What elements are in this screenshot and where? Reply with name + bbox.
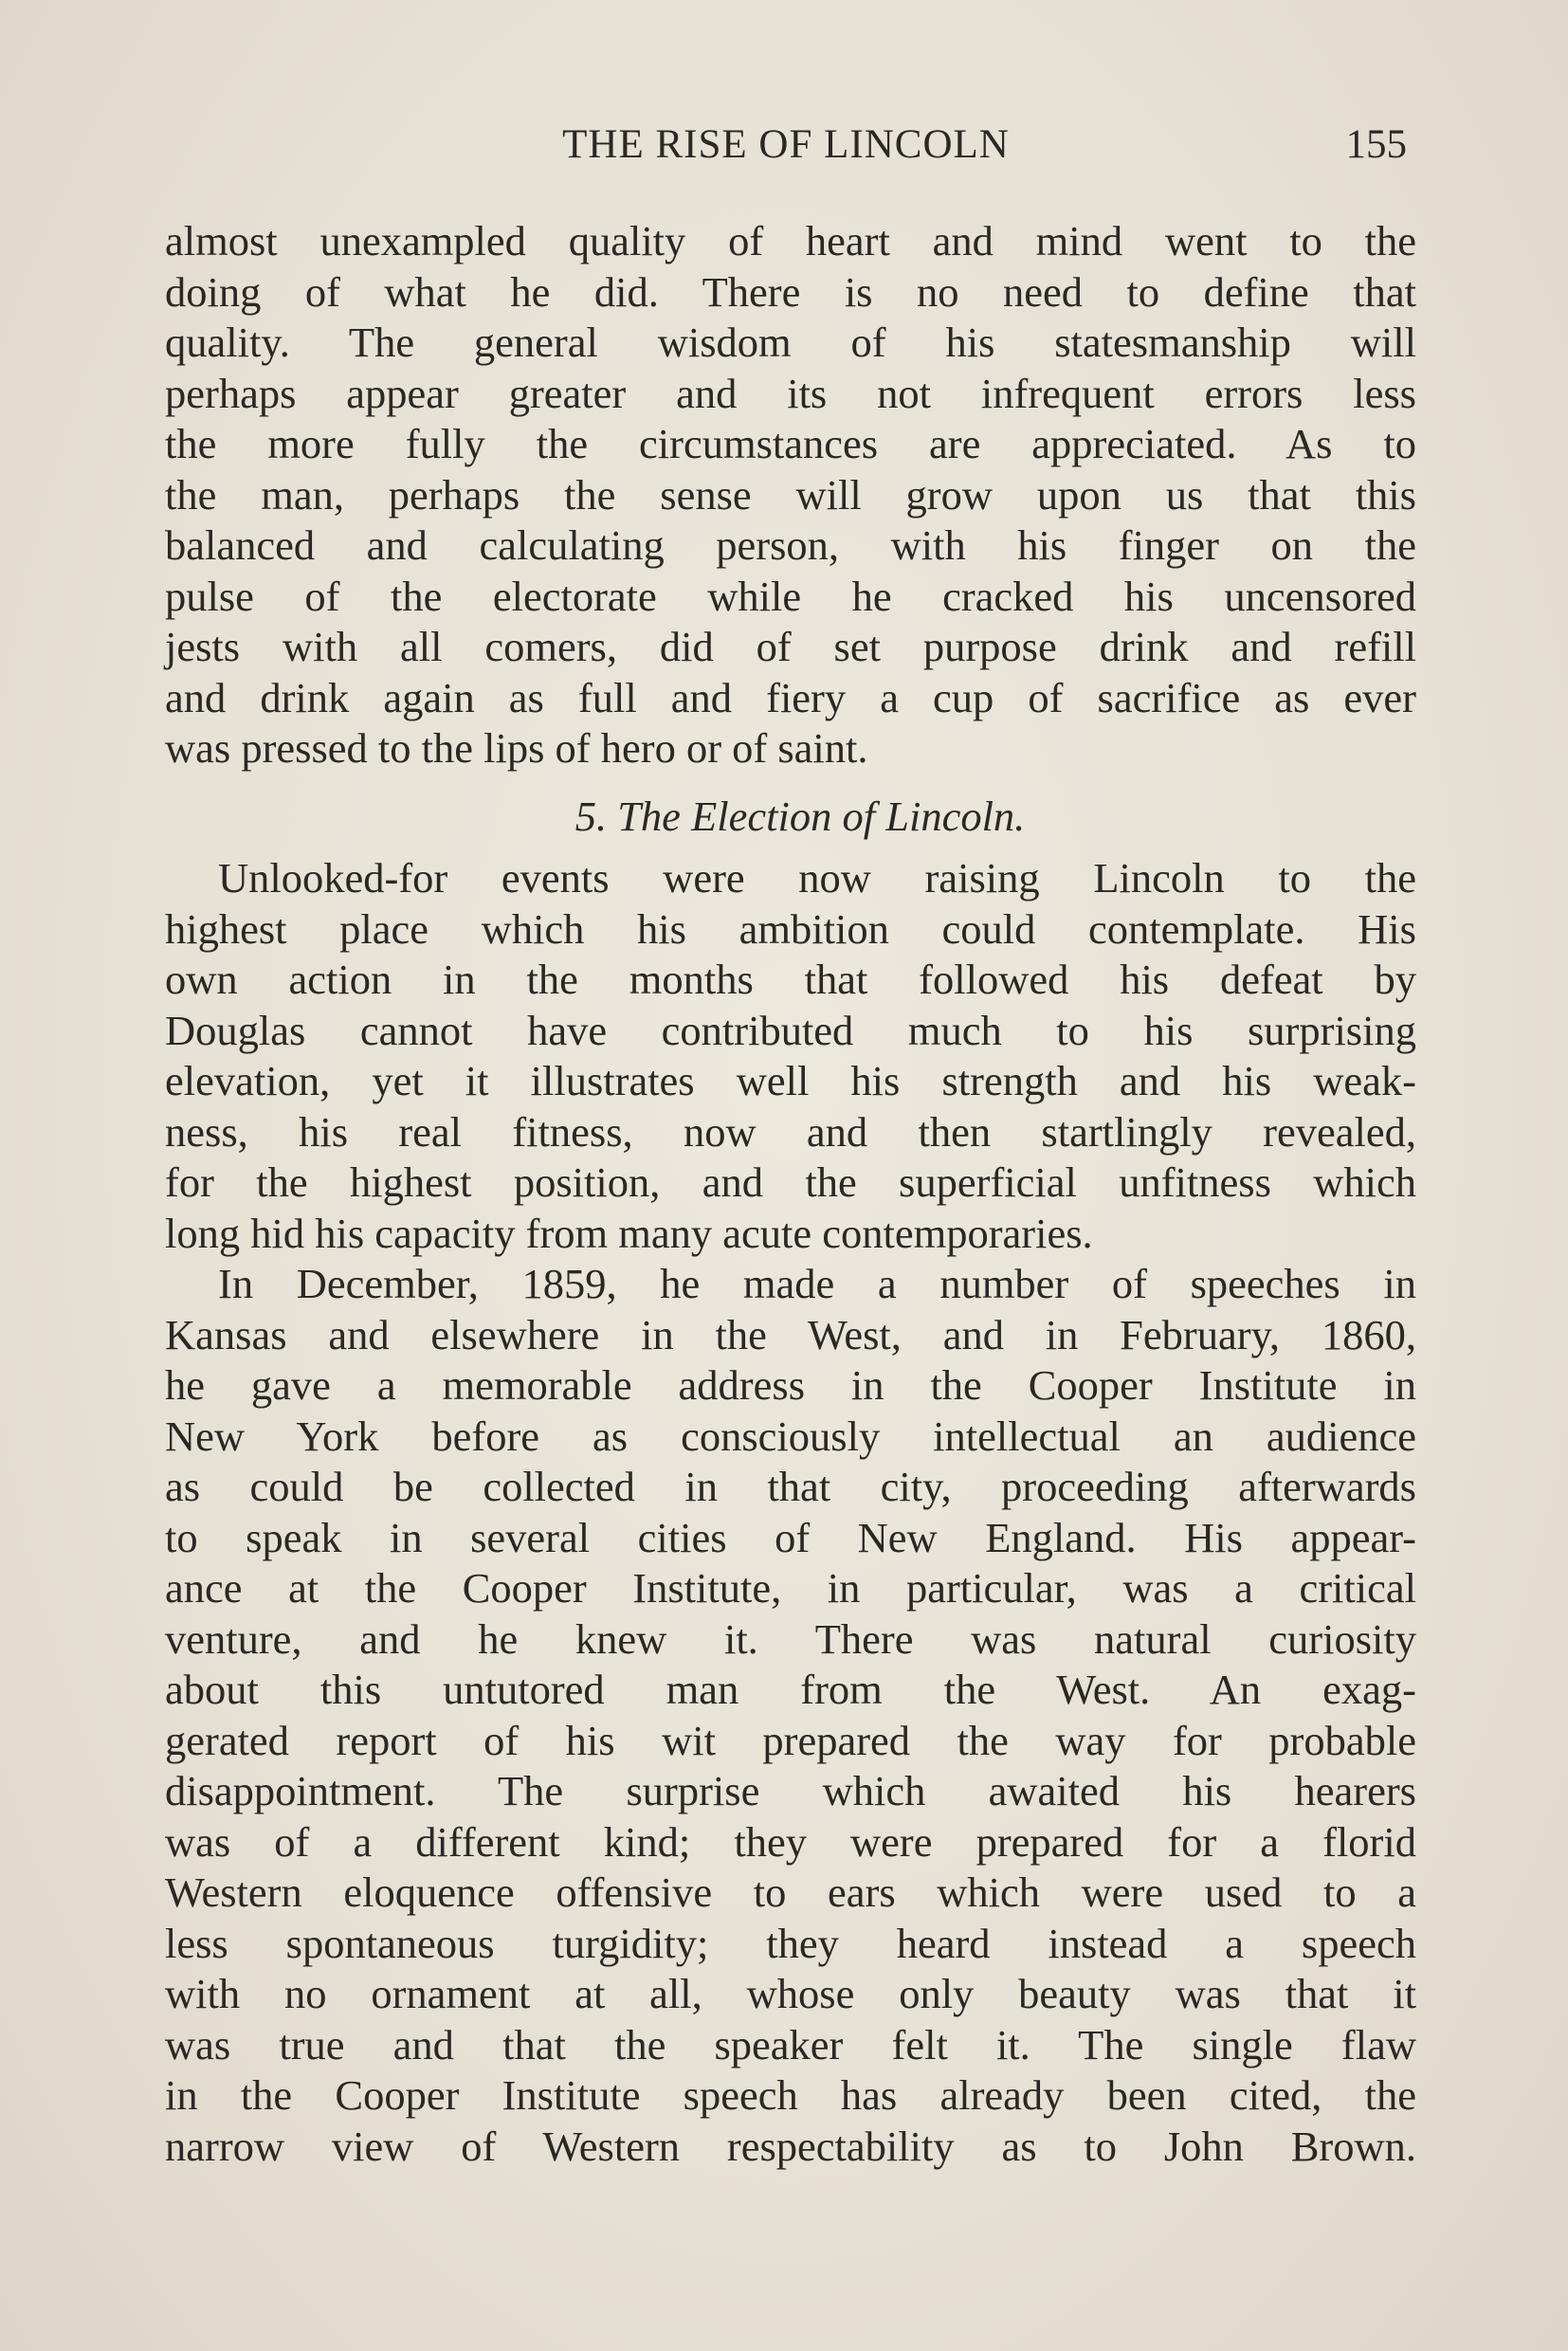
paragraph-1 xyxy=(165,216,1416,775)
text-line: for the highest position, and the superficial unfitness which xyxy=(165,1158,1416,1206)
text-line: balanced and calculating person, with his finger on the xyxy=(165,521,1416,569)
text-line: long hid his capacity from many acute contemporaries. xyxy=(165,1209,1093,1257)
running-head xyxy=(165,121,1407,188)
text-line: was true and that the speaker felt it. The single flaw xyxy=(165,2020,1416,2069)
text-line: the man, perhaps the sense will grow upon us that this xyxy=(165,470,1416,519)
text-line: narrow view of Western respectability as to John Brown. xyxy=(165,2122,1416,2170)
text-line: perhaps appear greater and its not infrequent errors less xyxy=(165,369,1416,417)
section-heading: 5. The Election of Lincoln. xyxy=(574,792,1026,840)
text-line: less spontaneous turgidity; they heard instead a speech xyxy=(165,1919,1416,1967)
text-line: disappointment. The surprise which awaited his hearers xyxy=(165,1767,1416,1814)
text-line: jests with all comers, did of set purpose drink and refill xyxy=(165,623,1416,670)
page-number: 155 xyxy=(1345,122,1407,167)
text-line: and drink again as full and fiery a cup of sacrifice as ever xyxy=(165,673,1416,721)
text-line: venture, and he knew it. There was natural curiosity xyxy=(165,1614,1416,1663)
paragraph-3 xyxy=(165,1259,1416,2172)
text-line: was pressed to the lips of hero or of saint. xyxy=(165,724,868,772)
text-line: was of a different kind; they were prepared for a florid xyxy=(165,1817,1416,1866)
text-line: with no ornament at all, whose only beauty was that it xyxy=(165,1970,1416,2017)
text-line: gerated report of his wit prepared the way for probable xyxy=(165,1716,1416,1764)
text-line: doing of what he did. There is no need to define that xyxy=(165,267,1416,316)
body-text xyxy=(165,216,1416,2172)
text-line: pulse of the electorate while he cracked his uncensored xyxy=(165,572,1416,620)
text-line: in the Cooper Institute speech has already been cited, the xyxy=(165,2071,1416,2119)
text-line: about this untutored man from the West. An exag- xyxy=(165,1666,1416,1713)
text-line: as could be collected in that city, proceeding afterwards xyxy=(165,1463,1416,1510)
text-line: to speak in several cities of New England. His appear- xyxy=(165,1513,1416,1561)
paragraph-2 xyxy=(165,853,1416,1259)
text-line: Unlooked-for events were now raising Lincoln to the xyxy=(218,854,1416,902)
text-line: own action in the months that followed his defeat by xyxy=(165,956,1416,1003)
text-line: almost unexampled quality of heart and mind went to the xyxy=(165,217,1416,264)
text-line: ance at the Cooper Institute, in particular, was a critical xyxy=(165,1564,1416,1612)
text-line: New York before as consciously intellectual an audience xyxy=(165,1412,1416,1460)
text-line: Western eloquence offensive to ears which were used to a xyxy=(165,1868,1416,1916)
text-line: he gave a memorable address in the Cooper Institute in xyxy=(165,1361,1416,1409)
text-line: Douglas cannot have contributed much to his surprising xyxy=(165,1006,1416,1054)
text-line: the more fully the circumstances are appreciated. As to xyxy=(165,420,1416,467)
text-line: ness, his real fitness, now and then startlingly revealed, xyxy=(165,1107,1416,1156)
text-line: highest place which his ambition could contemplate. His xyxy=(165,904,1416,953)
text-line: In December, 1859, he made a number of speeches in xyxy=(218,1260,1416,1307)
text-line: quality. The general wisdom of his statesmanship will xyxy=(165,319,1416,366)
running-title: THE RISE OF LINCOLN xyxy=(562,122,1010,167)
text-line: Kansas and elsewhere in the West, and in February, 1860, xyxy=(165,1310,1416,1358)
text-line: elevation, yet it illustrates well his strength and his weak- xyxy=(165,1057,1416,1104)
